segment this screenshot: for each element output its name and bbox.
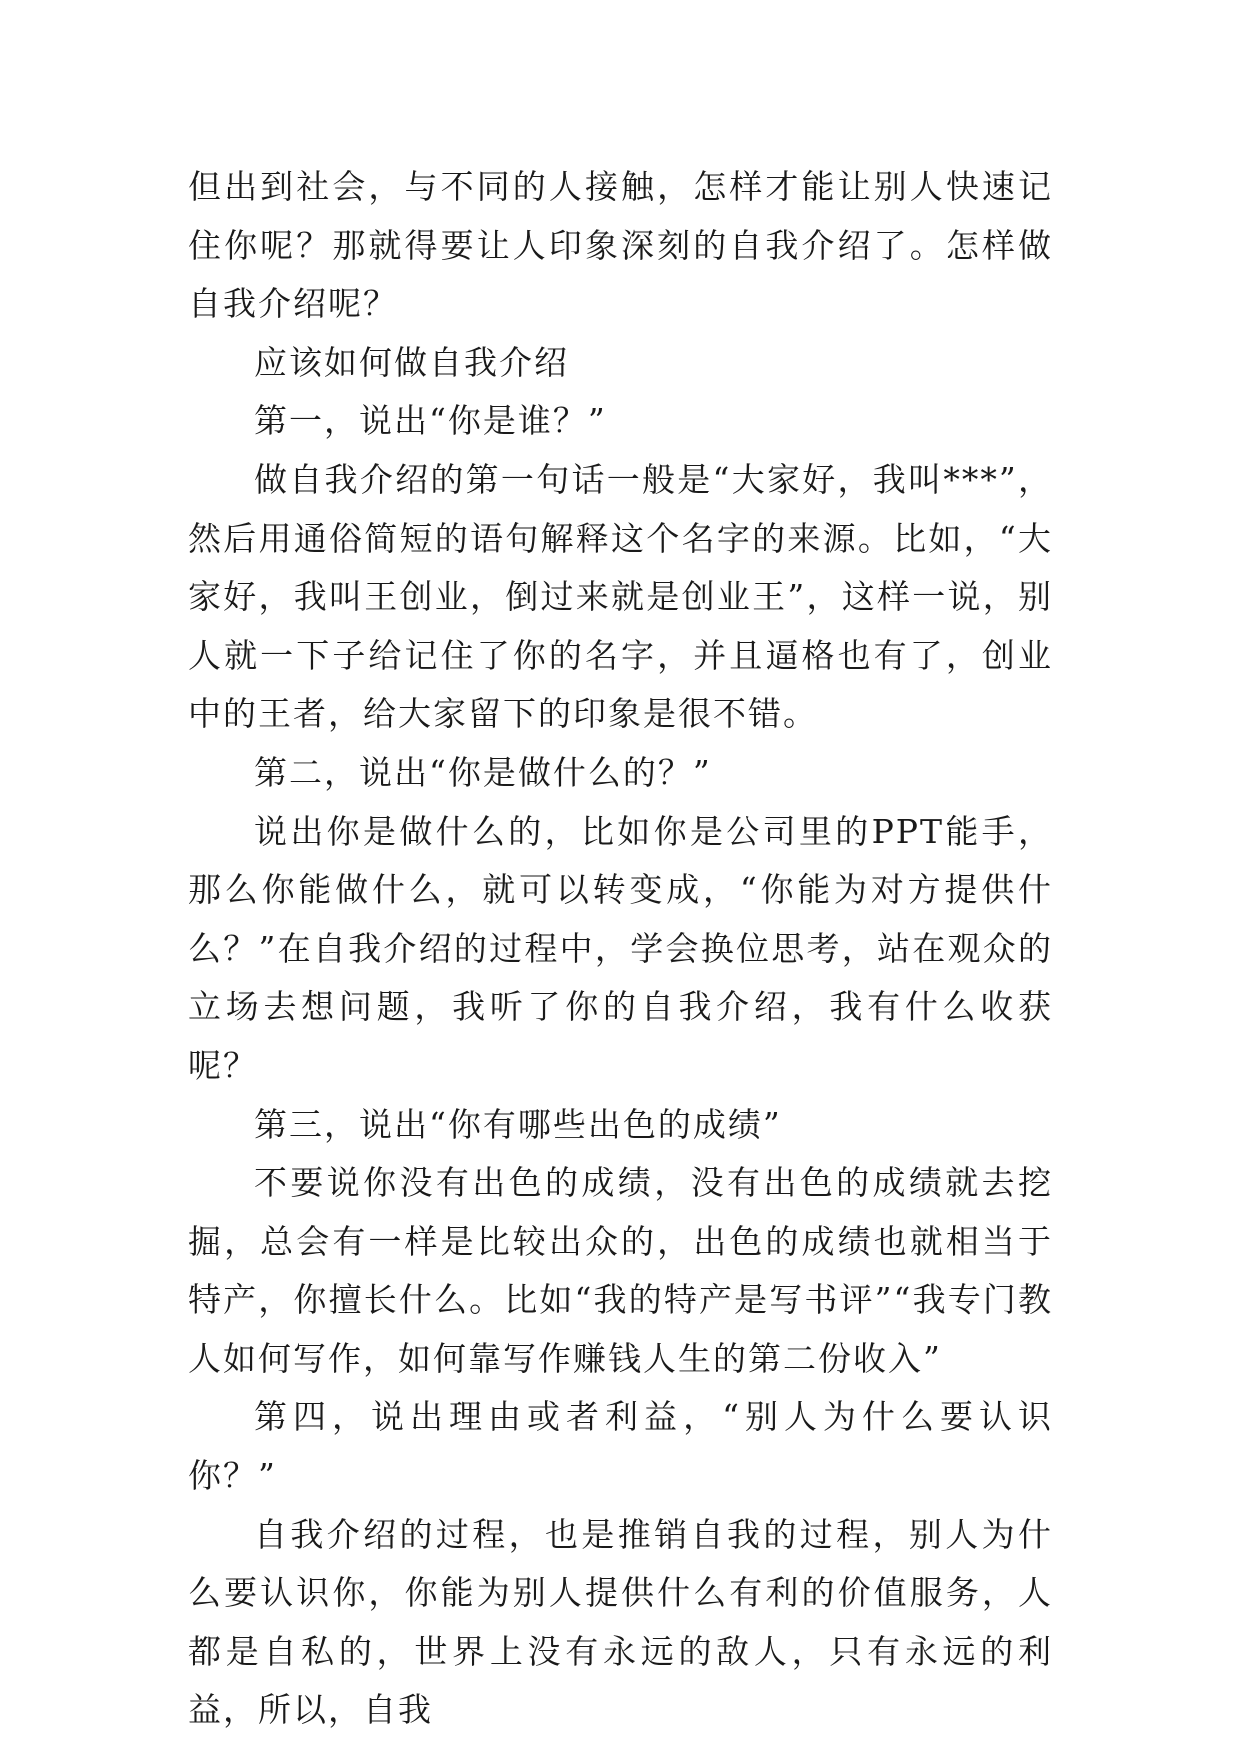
point-four-title: 第四，说出理由或者利益，“别人为什么要认识你？” [188,1397,1053,1496]
body-text [188,158,1053,1740]
point-four-body: 自我介绍的过程，也是推销自我的过程，别人为什么要认识你，你能为别人提供什么有利的价值服务，人都是自私的，世界上没有永远的敌人，只有永远的利益，所以，自我 [188,1514,1053,1730]
point-one-body: 做自我介绍的第一句话一般是“大家好，我叫***”，然后用通俗简短的语句解释这个名字的来源。比如，“大家好，我叫王创业，倒过来就是创业王”，这样一说，别人就一下子给记住了你的名字，并且逼格也有了，创业中的王者，给大家留下的印象是很不错。 [188,459,1053,734]
point-two-title: 第二，说出“你是做什么的？” [254,752,712,792]
point-three-title: 第三，说出“你有哪些出色的成绩” [254,1104,782,1144]
point-one-title: 第一，说出“你是谁？” [254,401,607,441]
point-two-body: 说出你是做什么的，比如你是公司里的PPT能手，那么你能做什么，就可以转变成，“你能为对方提供什么？”在自我介绍的过程中，学会换位思考，站在观众的立场去想问题，我听了你的自我介绍，我有什么收获呢？ [188,811,1053,1085]
point-three-body: 不要说你没有出色的成绩，没有出色的成绩就去挖掘，总会有一样是比较出众的，出色的成绩也就相当于特产，你擅长什么。比如“我的特产是写书评”“我专门教人如何写作，如何靠写作赚钱人生的第二份收入” [188,1163,1053,1378]
paragraph-continuation: 但出到社会，与不同的人接触，怎样才能让别人快速记住你呢？那就得要让人印象深刻的自我介绍了。怎样做自我介绍呢？ [188,167,1053,324]
section-heading: 应该如何做自我介绍 [254,342,569,382]
